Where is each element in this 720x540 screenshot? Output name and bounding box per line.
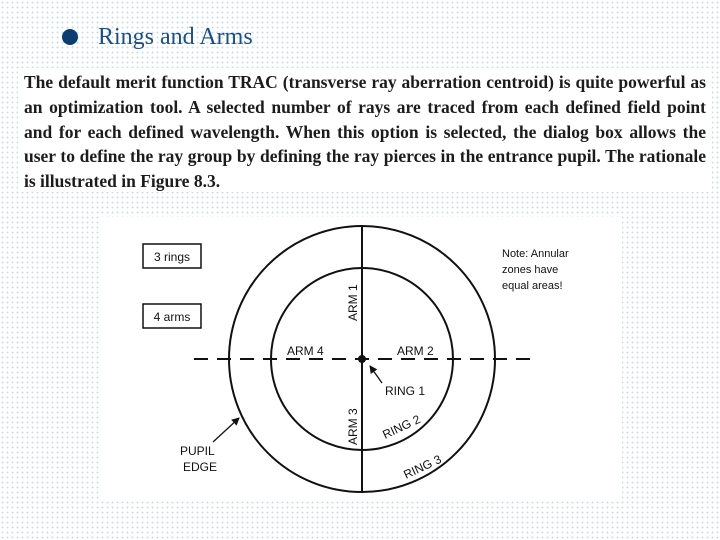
pupil-edge-arrow bbox=[213, 418, 239, 442]
pupil-edge-label-1: PUPIL bbox=[180, 444, 215, 458]
rings-arms-diagram bbox=[100, 217, 622, 500]
arm-4-label: ARM 4 bbox=[287, 344, 324, 358]
note-line-2: zones have bbox=[502, 264, 559, 276]
ring-1-arrow bbox=[370, 366, 382, 383]
note-line-3: equal areas! bbox=[502, 280, 563, 292]
note-line-1: Note: Annular bbox=[502, 248, 569, 260]
rings-count-label: 3 rings bbox=[153, 250, 191, 264]
slide-title-row bbox=[62, 22, 253, 52]
slide-title: Rings and Arms bbox=[98, 23, 253, 50]
center-dot bbox=[358, 355, 366, 363]
figure-8-3 bbox=[100, 217, 622, 500]
ring-3-label: RING 3 bbox=[401, 452, 444, 482]
ring-2-label: RING 2 bbox=[380, 412, 423, 442]
bullet-icon bbox=[62, 29, 78, 45]
arm-3-label: ARM 3 bbox=[346, 408, 360, 445]
arm-1-label: ARM 1 bbox=[346, 284, 360, 321]
body-paragraph: The default merit function TRAC (transverse ray aberration centroid) is quite powerful as an optimization tool. A selected number of rays are traced from each defined field point and for each defined wavelength. When this option is selected, the dialog box allows the user to define the ray group by defining the ray pierces in the entrance pupil. The rationale is illustrated in Figure 8.3. bbox=[18, 68, 712, 192]
ring-1-label: RING 1 bbox=[385, 384, 426, 398]
arms-count-label: 4 arms bbox=[153, 310, 191, 324]
pupil-edge-label-2: EDGE bbox=[183, 460, 218, 474]
arm-2-label: ARM 2 bbox=[397, 344, 434, 358]
